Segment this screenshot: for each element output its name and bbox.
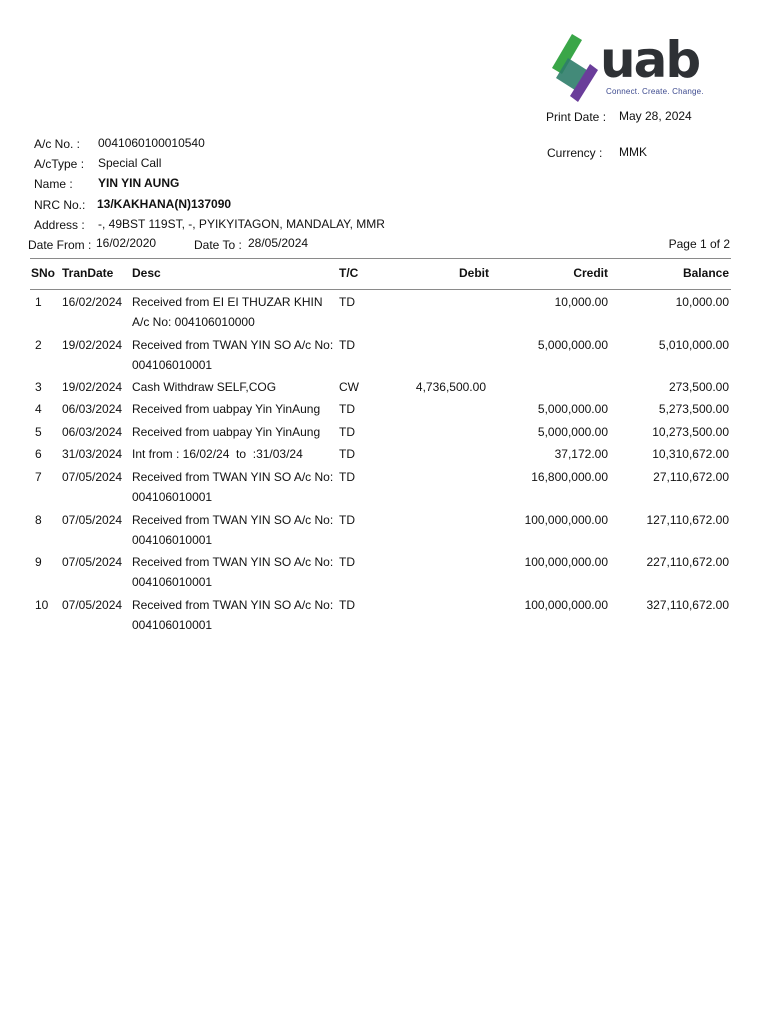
cell-credit: 5,000,000.00 [537,402,608,416]
cell-credit: 100,000,000.00 [524,513,608,527]
cell-tc: TD [339,338,355,352]
cell-balance: 10,000.00 [675,295,729,309]
cell-balance: 273,500.00 [668,380,729,394]
page-number: Page 1 of 2 [668,237,730,251]
cell-date: 06/03/2024 [62,402,123,416]
table-row [0,552,768,589]
cell-desc: Received from TWAN YIN SO A/c No: 004106010001 [132,338,334,372]
cell-balance: 27,110,672.00 [653,470,729,484]
currency-label: Currency : [547,146,603,160]
logo-tagline: Connect. Create. Change. [606,87,704,96]
cell-desc: Received from TWAN YIN SO A/c No: 004106010001 [132,598,334,632]
name-label: Name : [34,177,73,191]
acno-label: A/c No. : [34,137,81,151]
nrc-label: NRC No.: [34,198,86,212]
cell-desc: Received from TWAN YIN SO A/c No: 004106010001 [132,470,334,504]
name-value: YIN YIN AUNG [98,176,180,190]
cell-balance: 227,110,672.00 [646,555,729,569]
date-from-value: 16/02/2020 [96,236,157,250]
cell-credit: 37,172.00 [554,447,608,461]
cell-tc: TD [339,470,355,484]
date-to-value: 28/05/2024 [248,236,309,250]
actype-label: A/cType : [34,157,85,171]
cell-tc: TD [339,598,355,612]
logo-wordmark: uab [600,31,700,89]
acno-value: 0041060100010540 [98,136,205,150]
cell-date: 16/02/2024 [62,295,123,309]
cell-desc: Received from TWAN YIN SO A/c No: 004106010001 [132,513,334,547]
table-row [0,335,768,372]
header-bottom-rule [30,289,731,290]
cell-credit: 100,000,000.00 [524,555,608,569]
cell-sno: 6 [35,447,42,461]
cell-desc: Cash Withdraw SELF,COG [132,380,277,394]
nrc-value: 13/KAKHANA(N)137090 [97,197,232,211]
date-to-label: Date To : [194,238,242,252]
table-row [0,377,768,397]
cell-sno: 2 [35,338,42,352]
cell-balance: 127,110,672.00 [646,513,729,527]
cell-balance: 327,110,672.00 [646,598,729,612]
cell-date: 19/02/2024 [62,338,123,352]
col-header-sno: SNo [31,266,55,280]
cell-balance: 10,273,500.00 [652,425,729,439]
address-label: Address : [34,218,85,232]
col-header-debit: Debit [459,266,489,280]
cell-balance: 5,273,500.00 [658,402,729,416]
cell-tc: TD [339,295,355,309]
table-row [0,444,768,464]
cell-sno: 5 [35,425,42,439]
col-header-balance: Balance [682,266,729,280]
cell-date: 06/03/2024 [62,425,123,439]
cell-tc: TD [339,555,355,569]
uab-logo-icon [546,30,602,102]
cell-desc: Received from uabpay Yin YinAung [132,402,321,416]
col-header-tc: T/C [339,266,359,280]
table-row [0,399,768,419]
col-header-trandate: TranDate [62,266,114,280]
table-row [0,467,768,504]
cell-desc: Received from TWAN YIN SO A/c No: 004106010001 [132,555,334,589]
cell-credit: 100,000,000.00 [524,598,608,612]
cell-balance: 5,010,000.00 [658,338,729,352]
cell-date: 31/03/2024 [62,447,123,461]
cell-desc: Received from EI EI THUZAR KHIN A/c No: 004106010000 [132,295,323,329]
cell-credit: 5,000,000.00 [537,425,608,439]
table-row [0,510,768,547]
cell-tc: TD [339,402,355,416]
col-header-credit: Credit [573,266,608,280]
cell-date: 07/05/2024 [62,470,123,484]
cell-sno: 9 [35,555,42,569]
cell-tc: TD [339,513,355,527]
actype-value: Special Call [98,156,162,170]
cell-desc: Int from : 16/02/24 to :31/03/24 [132,447,303,461]
cell-balance: 10,310,672.00 [652,447,729,461]
header-top-rule [30,258,731,259]
table-row [0,422,768,442]
address-value: -, 49BST 119ST, -, PYIKYITAGON, MANDALAY, MMR [98,217,385,231]
cell-credit: 16,800,000.00 [531,470,608,484]
date-from-label: Date From : [28,238,92,252]
cell-desc: Received from uabpay Yin YinAung [132,425,321,439]
cell-date: 07/05/2024 [62,555,123,569]
cell-sno: 10 [35,598,49,612]
currency-value: MMK [619,145,647,159]
col-header-desc: Desc [132,266,161,280]
cell-date: 19/02/2024 [62,380,123,394]
table-row [0,595,768,632]
print-date-label: Print Date : [546,110,607,124]
cell-date: 07/05/2024 [62,513,123,527]
cell-sno: 7 [35,470,42,484]
cell-date: 07/05/2024 [62,598,123,612]
cell-sno: 8 [35,513,42,527]
cell-sno: 1 [35,295,42,309]
cell-sno: 3 [35,380,42,394]
cell-sno: 4 [35,402,42,416]
cell-credit: 10,000.00 [554,295,608,309]
print-date-value: May 28, 2024 [619,109,692,123]
cell-tc: CW [339,380,359,394]
cell-credit: 5,000,000.00 [537,338,608,352]
cell-tc: TD [339,447,355,461]
cell-debit: 4,736,500.00 [415,380,486,394]
cell-tc: TD [339,425,355,439]
table-row [0,292,768,329]
